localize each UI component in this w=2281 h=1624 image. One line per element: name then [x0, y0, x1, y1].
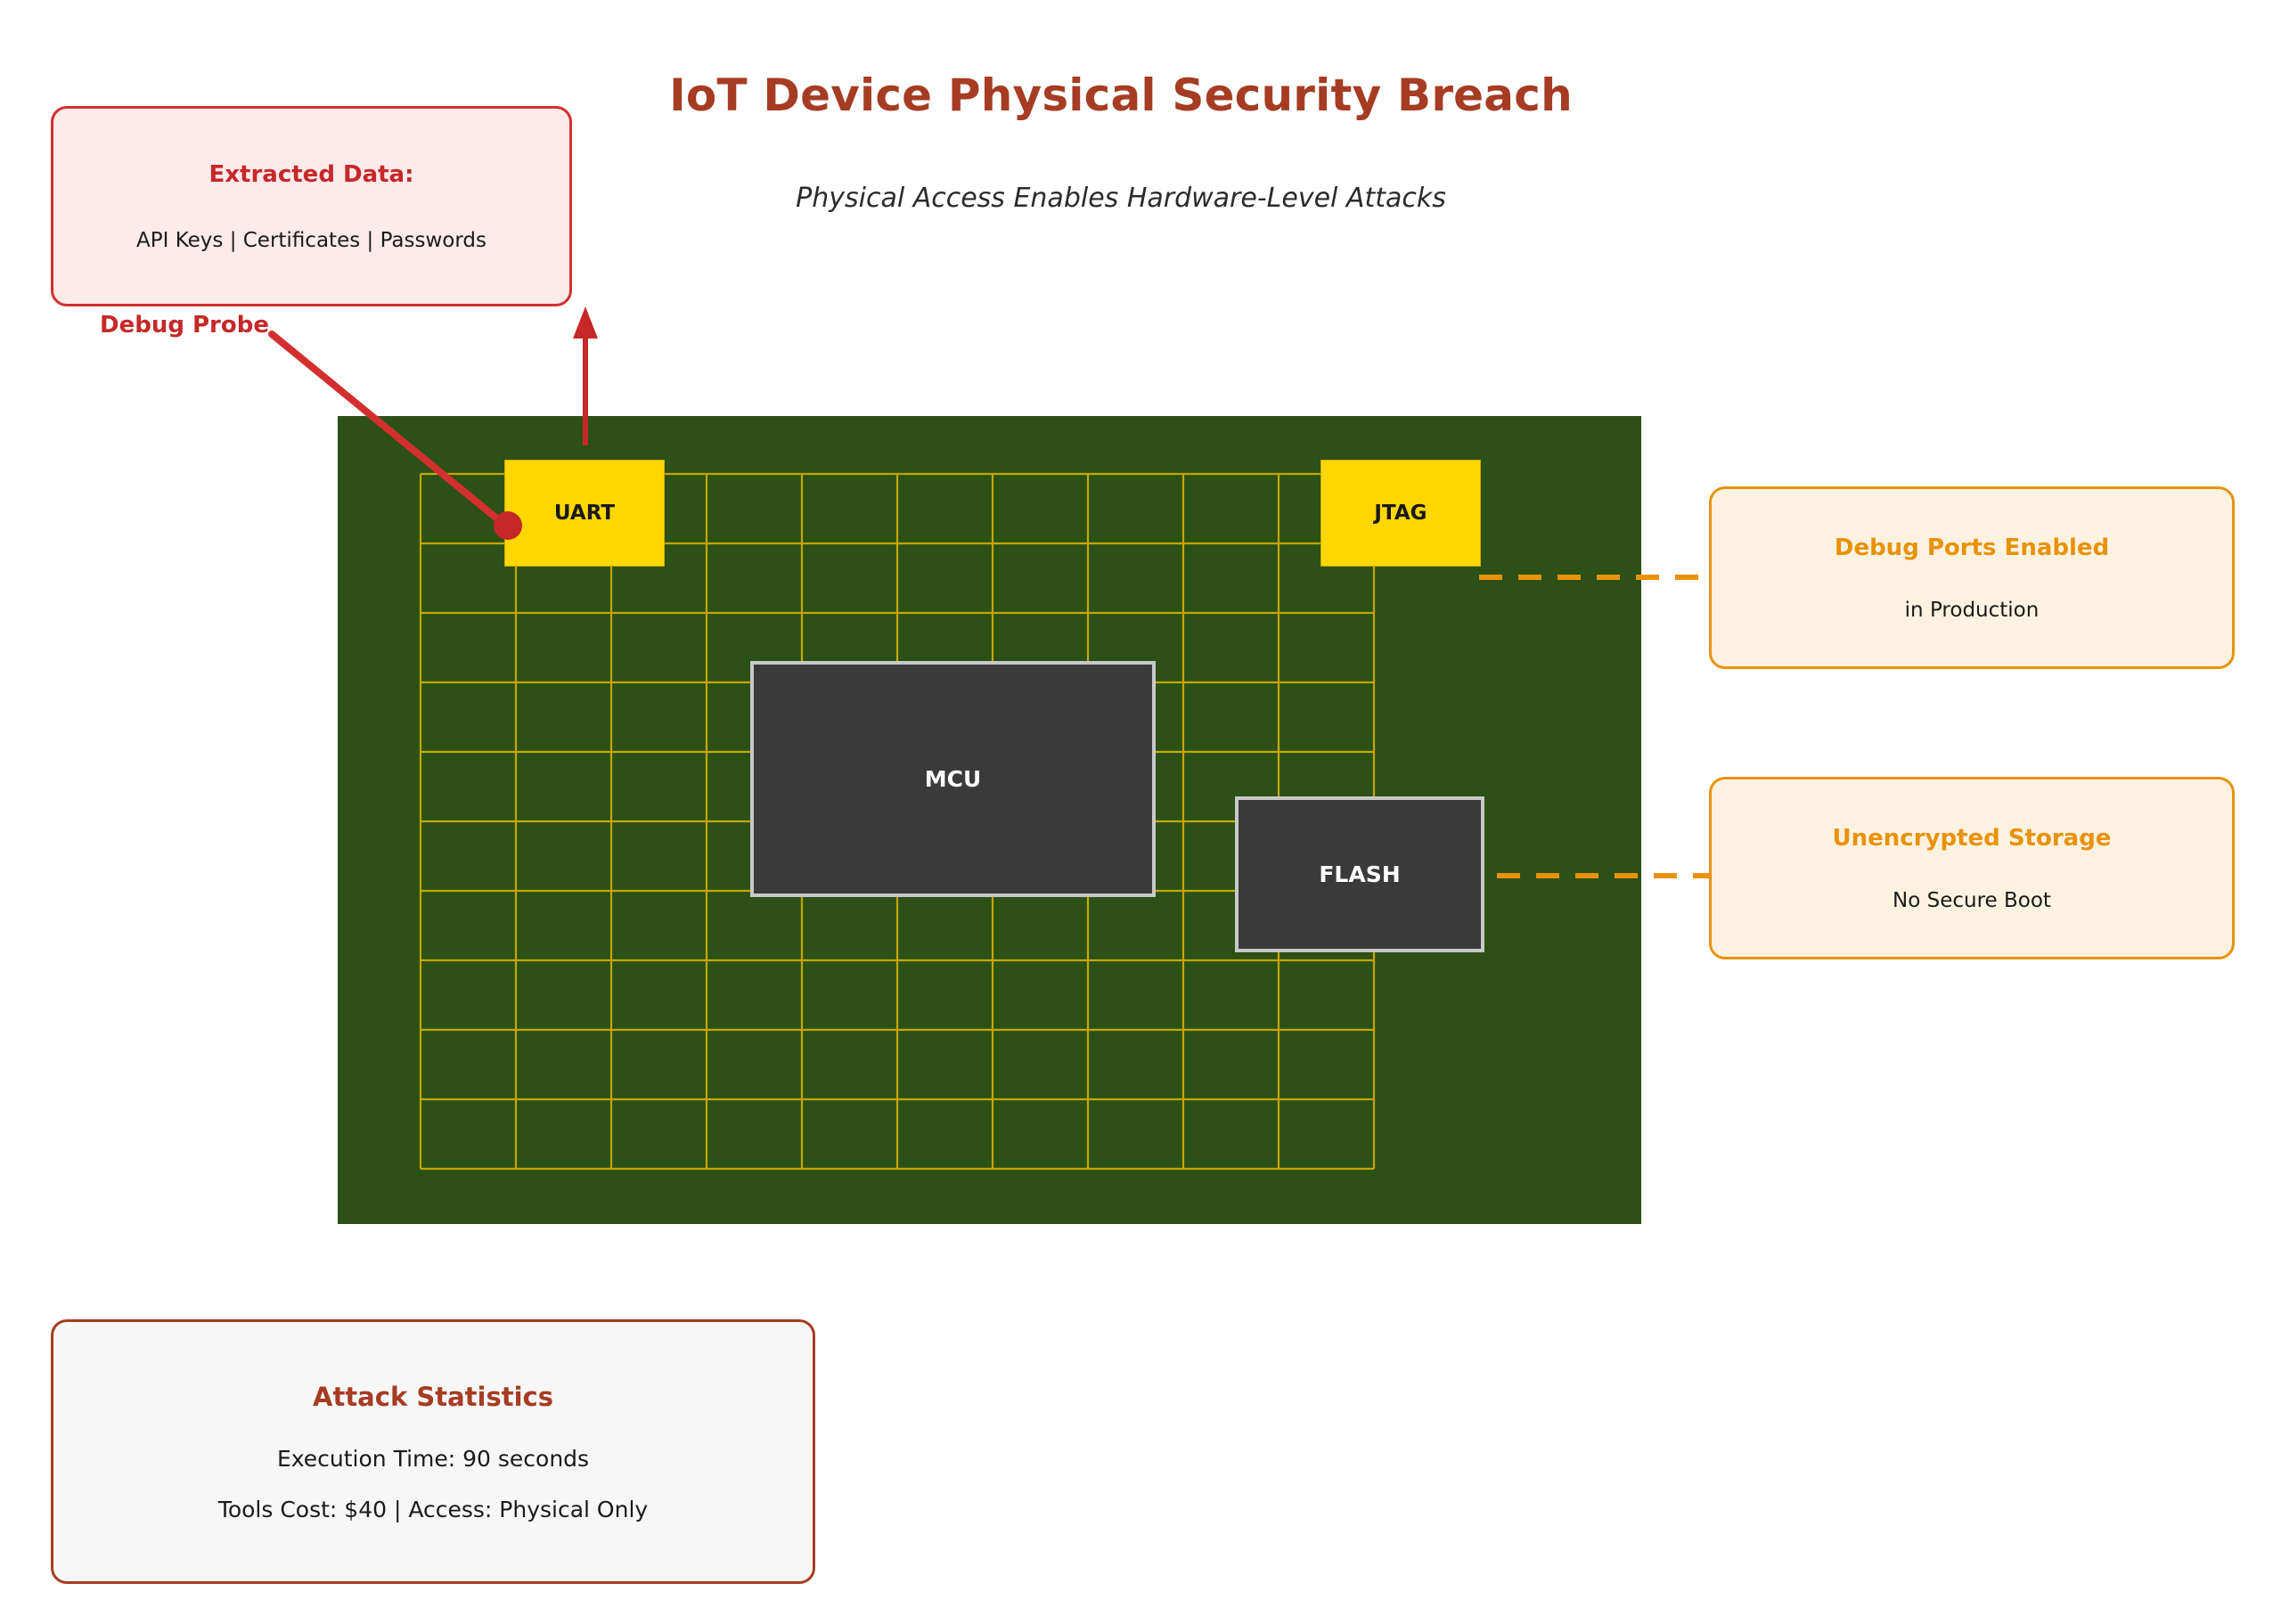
chip-mcu[interactable] — [750, 661, 1156, 897]
chip-uart[interactable] — [504, 460, 665, 567]
callout-storage-heading: Unencrypted Storage — [1832, 824, 2112, 852]
chip-flash[interactable] — [1235, 796, 1484, 952]
callout-stats-heading: Attack Statistics — [313, 1381, 553, 1412]
callout-stats-line-2: Tools Cost: $40 | Access: Physical Only — [217, 1496, 649, 1522]
page-title-text: IoT Device Physical Security Breach — [669, 69, 1573, 121]
chip-jtag[interactable] — [1320, 460, 1481, 567]
callout-extracted-data — [51, 106, 572, 306]
callout-extracted-body: API Keys | Certificates | Passwords — [136, 228, 486, 252]
callout-attack-statistics — [51, 1319, 815, 1584]
callout-debug-ports-heading: Debug Ports Enabled — [1834, 534, 2110, 561]
page-subtitle-text: Physical Access Enables Hardware-Level Attacks — [796, 183, 1446, 214]
callout-unencrypted-storage — [1709, 777, 2235, 959]
debug-probe-label: Debug Probe — [100, 312, 269, 339]
callout-stats-line-1: Execution Time: 90 seconds — [276, 1445, 590, 1472]
pcb-board — [338, 416, 1641, 1224]
callout-extracted-heading: Extracted Data: — [208, 160, 414, 188]
chip-uart-label: UART — [553, 502, 616, 525]
callout-storage-body: No Secure Boot — [1893, 888, 2051, 912]
chip-flash-label: FLASH — [1319, 861, 1401, 887]
callout-debug-ports-body: in Production — [1904, 598, 2040, 622]
callout-debug-ports — [1709, 486, 2235, 669]
chip-jtag-label: JTAG — [1374, 502, 1427, 525]
chip-mcu-label: MCU — [924, 766, 982, 792]
